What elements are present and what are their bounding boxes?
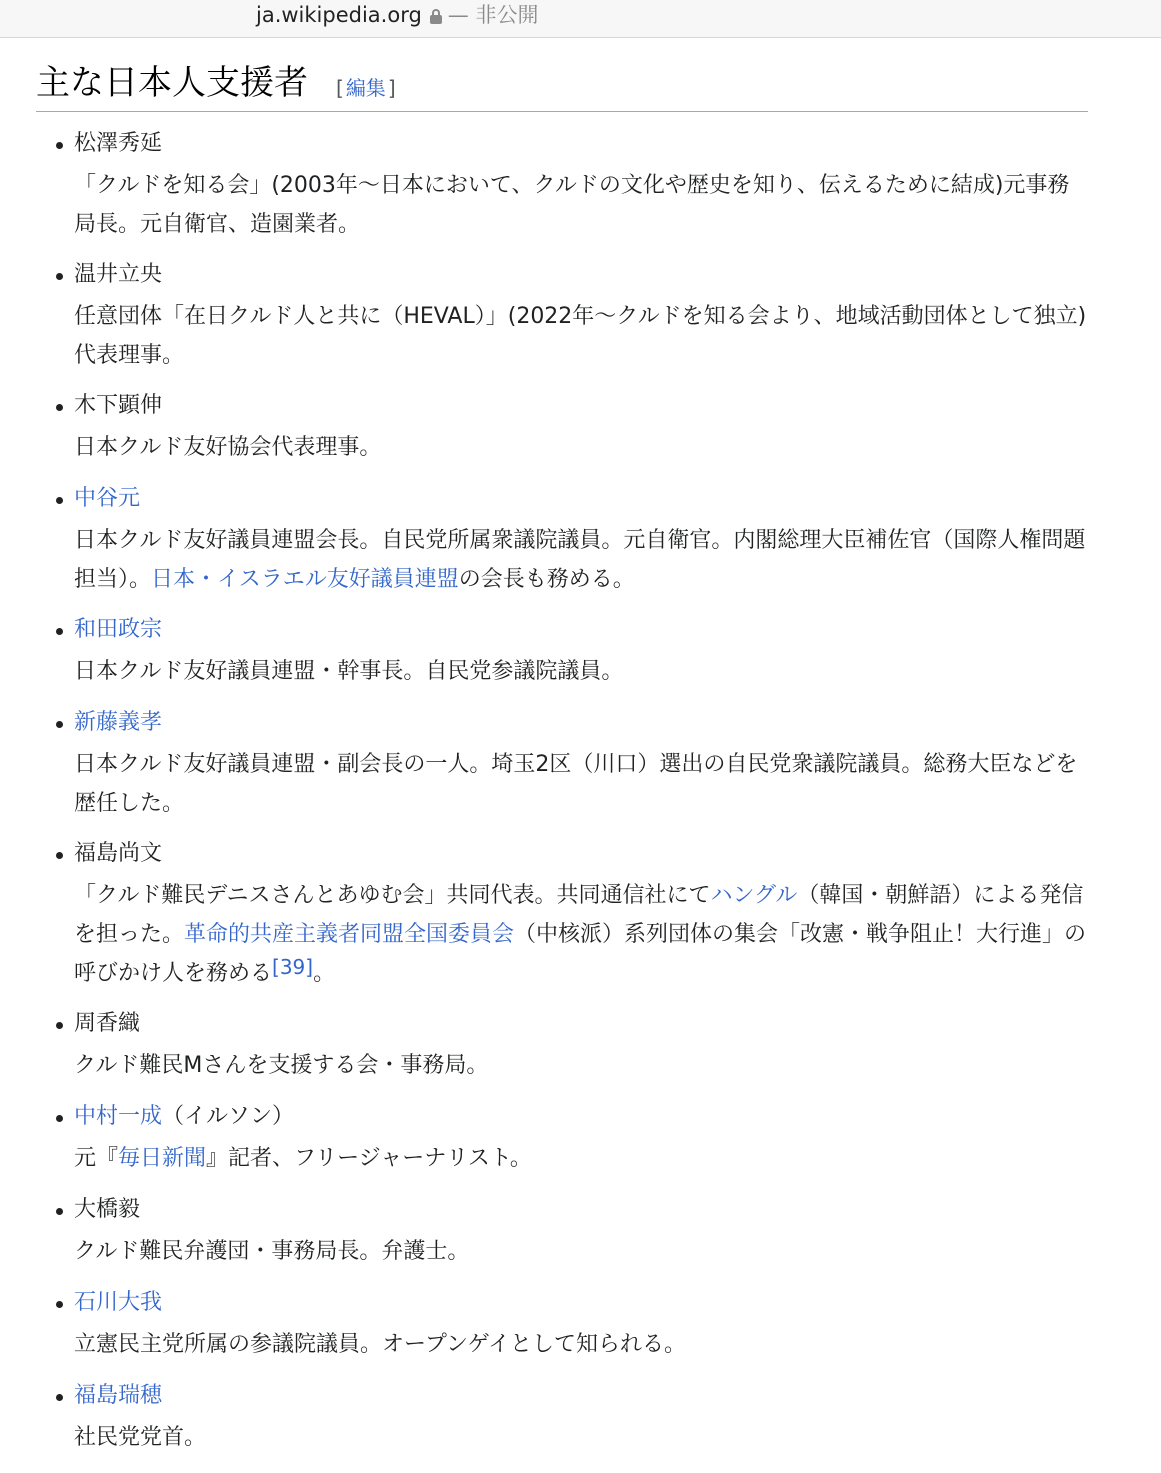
- list-item: [36, 705, 1088, 836]
- list-item: [36, 257, 1088, 388]
- list-item: [36, 1285, 1088, 1378]
- list-item: [36, 388, 1088, 481]
- bullet-icon: [56, 721, 63, 728]
- supporter-name: 松澤秀延: [74, 131, 163, 156]
- list-item: [36, 612, 1088, 705]
- reference-link[interactable]: [39]: [272, 955, 314, 979]
- bullet-icon: [56, 142, 63, 149]
- supporter-name-link[interactable]: 新藤義孝: [74, 710, 163, 735]
- bullet-icon: [56, 1208, 63, 1215]
- supporter-description: 立憲民主党所属の参議院議員。オープンゲイとして知られる。: [74, 1332, 687, 1357]
- bullet-icon: [56, 852, 63, 859]
- supporter-name-link[interactable]: 和田政宗: [74, 617, 163, 642]
- hangul-link[interactable]: ハングル: [710, 883, 798, 908]
- bullet-icon: [56, 273, 63, 280]
- list-item: [36, 1378, 1088, 1463]
- supporter-name-link[interactable]: 中村一成: [74, 1104, 163, 1129]
- bullet-icon: [56, 404, 63, 411]
- supporter-list: [36, 126, 1088, 1463]
- bullet-icon: [56, 628, 63, 635]
- section-heading: [36, 38, 1088, 112]
- bullet-icon: [56, 497, 63, 504]
- section-title: 主な日本人支援者: [36, 63, 308, 103]
- supporter-name: 福島尚文: [74, 841, 163, 866]
- supporter-name-link[interactable]: 中谷元: [74, 486, 141, 511]
- name-suffix: （イルソン）: [162, 1104, 295, 1129]
- list-item: [36, 1099, 1088, 1192]
- supporter-description: 「クルド難民デニスさんとあゆむ会」共同代表。共同通信社にてハングル（韓国・朝鮮語）による発信を担った。革命的共産主義者同盟全国委員会（中核派）系列団体の集会「改憲・戦争阻止！大行進」の呼びかけ人を務める[39]。: [74, 883, 1087, 986]
- list-item: [36, 836, 1088, 1006]
- supporter-description: 日本クルド友好協会代表理事。: [74, 435, 382, 460]
- browser-address-bar[interactable]: [0, 0, 1161, 38]
- supporter-description: 元『毎日新聞』記者、フリージャーナリスト。: [74, 1146, 532, 1171]
- edit-section: [ 編集 ]: [336, 76, 396, 100]
- supporter-name: 木下顕伸: [74, 393, 163, 418]
- supporter-name: 大橋毅: [74, 1197, 141, 1222]
- supporter-description: クルド難民Mさんを支援する会・事務局。: [74, 1053, 489, 1078]
- list-item: [36, 126, 1088, 257]
- supporter-description: 日本クルド友好議員連盟・副会長の一人。埼玉2区（川口）選出の自民党衆議院議員。総務大臣などを歴任した。: [74, 752, 1078, 816]
- list-item: [36, 1192, 1088, 1285]
- url-domain: ja.wikipedia.org: [256, 3, 422, 27]
- supporter-description: 日本クルド友好議員連盟会長。自民党所属衆議院議員。元自衛官。内閣総理大臣補佐官（国際人権問題担当）。日本・イスラエル友好議員連盟の会長も務める。: [74, 528, 1086, 592]
- bullet-icon: [56, 1022, 63, 1029]
- list-item: [36, 481, 1088, 612]
- supporter-description: 社民党党首。: [74, 1425, 207, 1450]
- bullet-icon: [56, 1115, 63, 1122]
- supporter-name: 周香織: [74, 1011, 141, 1036]
- supporter-name-link[interactable]: 福島瑞穂: [74, 1383, 163, 1408]
- bullet-icon: [56, 1394, 63, 1401]
- url-display[interactable]: [256, 2, 538, 28]
- mainichi-link[interactable]: 毎日新聞: [118, 1146, 207, 1171]
- list-item: [36, 1006, 1088, 1099]
- privacy-label: — 非公開: [447, 3, 539, 27]
- article-content: [36, 38, 1088, 1450]
- bullet-icon: [56, 1301, 63, 1308]
- supporter-description: クルド難民弁護団・事務局長。弁護士。: [74, 1239, 470, 1264]
- chukaku-link[interactable]: 革命的共産主義者同盟全国委員会: [184, 922, 515, 947]
- supporter-description: 日本クルド友好議員連盟・幹事長。自民党参議院議員。: [74, 659, 624, 684]
- israel-league-link[interactable]: 日本・イスラエル友好議員連盟: [151, 567, 459, 592]
- lock-icon: [430, 9, 442, 23]
- supporter-description: 「クルドを知る会」(2003年〜日本において、クルドの文化や歴史を知り、伝えるために結成)元事務局長。元自衛官、造園業者。: [74, 173, 1070, 237]
- supporter-name-link[interactable]: 石川大我: [74, 1290, 163, 1315]
- edit-link[interactable]: 編集: [345, 76, 386, 100]
- supporter-name: 温井立央: [74, 262, 163, 287]
- supporter-description: 任意団体「在日クルド人と共に（HEVAL）」(2022年〜クルドを知る会より、地域活動団体として独立)代表理事。: [74, 304, 1087, 368]
